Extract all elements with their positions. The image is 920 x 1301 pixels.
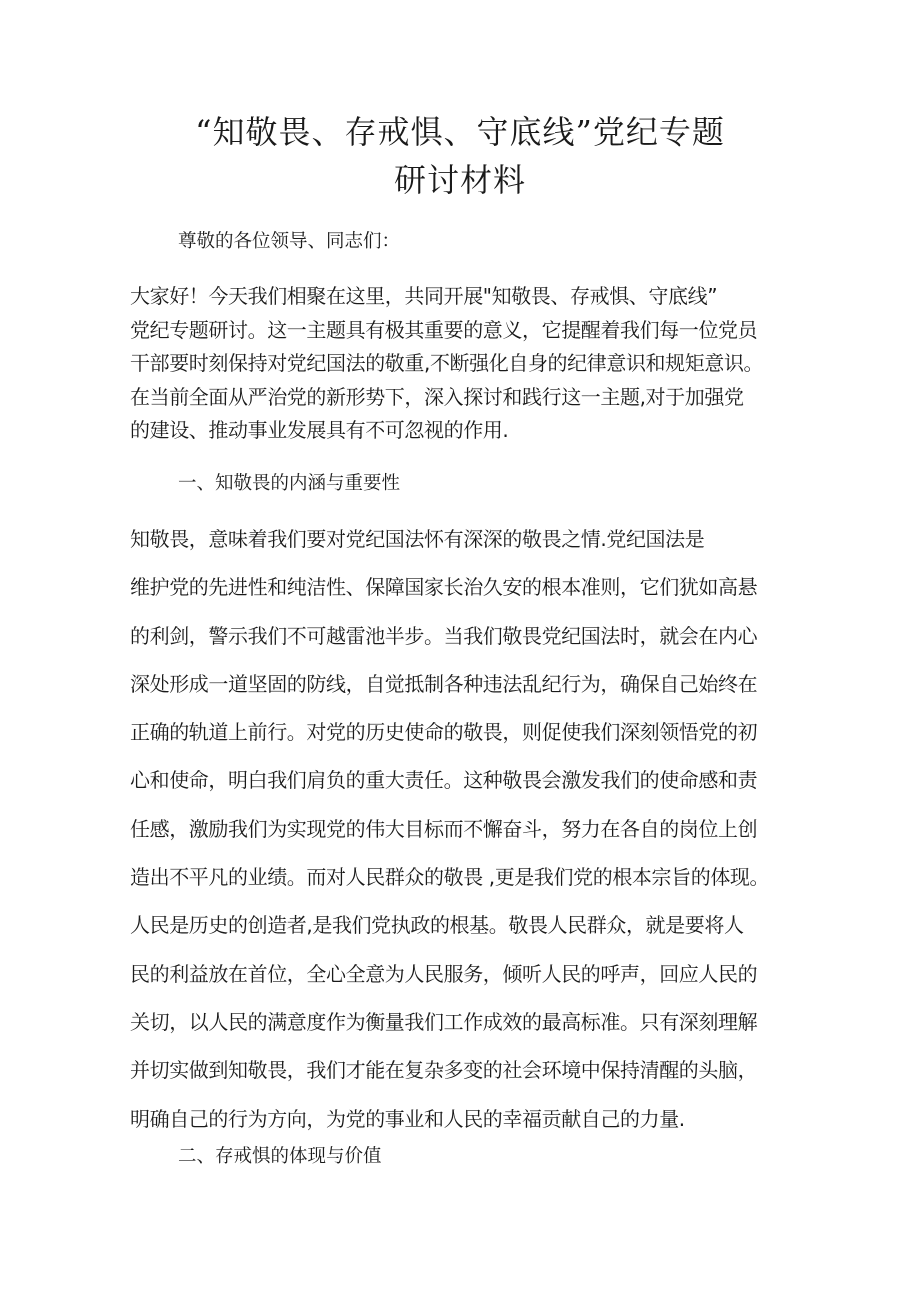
paragraph-line: 民的利益放在首位，全心全意为人民服务，倾听人民的呼声，回应人民的 (130, 961, 758, 986)
section-1-paragraph (130, 515, 780, 1143)
paragraph-line: 的建设、推动事业发展具有不可忽视的作用. (130, 418, 509, 442)
paragraph-line: 人民是历史的创造者,是我们党执政的根基。敬畏人民群众，就是要将人 (130, 913, 744, 938)
paragraph-line: 明确自己的行为方向，为党的事业和人民的幸福贡献自己的力量. (130, 1106, 685, 1131)
paragraph-line: 干部要时刻保持对党纪国法的敬重,不断强化自身的纪律意识和规矩意识。 (130, 351, 764, 375)
section-1-heading: 一、知敬畏的内涵与重要性 (178, 473, 401, 494)
section-2-heading: 二、存戒惧的体现与价值 (178, 1146, 382, 1167)
document-title-line-1: “知敬畏、存戒惧、守底线”党纪专题 (195, 113, 725, 151)
paragraph-line: 并切实做到知敬畏，我们才能在复杂多变的社会环境中保持清醒的头脑， (130, 1058, 758, 1083)
paragraph-line: 造出不平凡的业绩。而对人民群众的敬畏 ,更是我们党的根本宗旨的体现。 (130, 865, 770, 890)
paragraph-line: 正确的轨道上前行。对党的历史使命的敬畏，则促使我们深刻领悟党的初 (130, 720, 758, 745)
paragraph-line: 的利剑，警示我们不可越雷池半步。当我们敬畏党纪国法时，就会在内心 (130, 623, 758, 648)
paragraph-line: 在当前全面从严治党的新形势下，深入探讨和践行这一主题,对于加强党 (130, 384, 744, 409)
paragraph-line: 维护党的先进性和纯洁性、保障国家长治久安的根本准则，它们犹如高悬 (130, 575, 758, 600)
paragraph-line: 知敬畏，意味着我们要对党纪国法怀有深深的敬畏之情.党纪国法是 (130, 527, 705, 551)
paragraph-line: 任感，激励我们为实现党的伟大目标而不懈奋斗，努力在各自的岗位上创 (130, 816, 758, 841)
intro-paragraph (130, 280, 780, 448)
document-title-line-2: 研讨材料 (393, 161, 526, 199)
salutation: 尊敬的各位领导、同志们： (178, 231, 401, 252)
paragraph-line: 深处形成一道坚固的防线，自觉抵制各种违法乱纪行为，确保自己始终在 (130, 671, 758, 696)
paragraph-line: 党纪专题研讨。这一主题具有极其重要的意义，它提醒着我们每一位党员 (130, 317, 758, 342)
paragraph-line: 大家好！今天我们相聚在这里，共同开展"知敬畏、存戒惧、守底线” (130, 284, 718, 308)
paragraph-line: 心和使命，明白我们肩负的重大责任。这种敬畏会激发我们的使命感和责 (130, 768, 758, 793)
paragraph-line: 关切，以人民的满意度作为衡量我们工作成效的最高标准。只有深刻理解 (130, 1009, 758, 1034)
